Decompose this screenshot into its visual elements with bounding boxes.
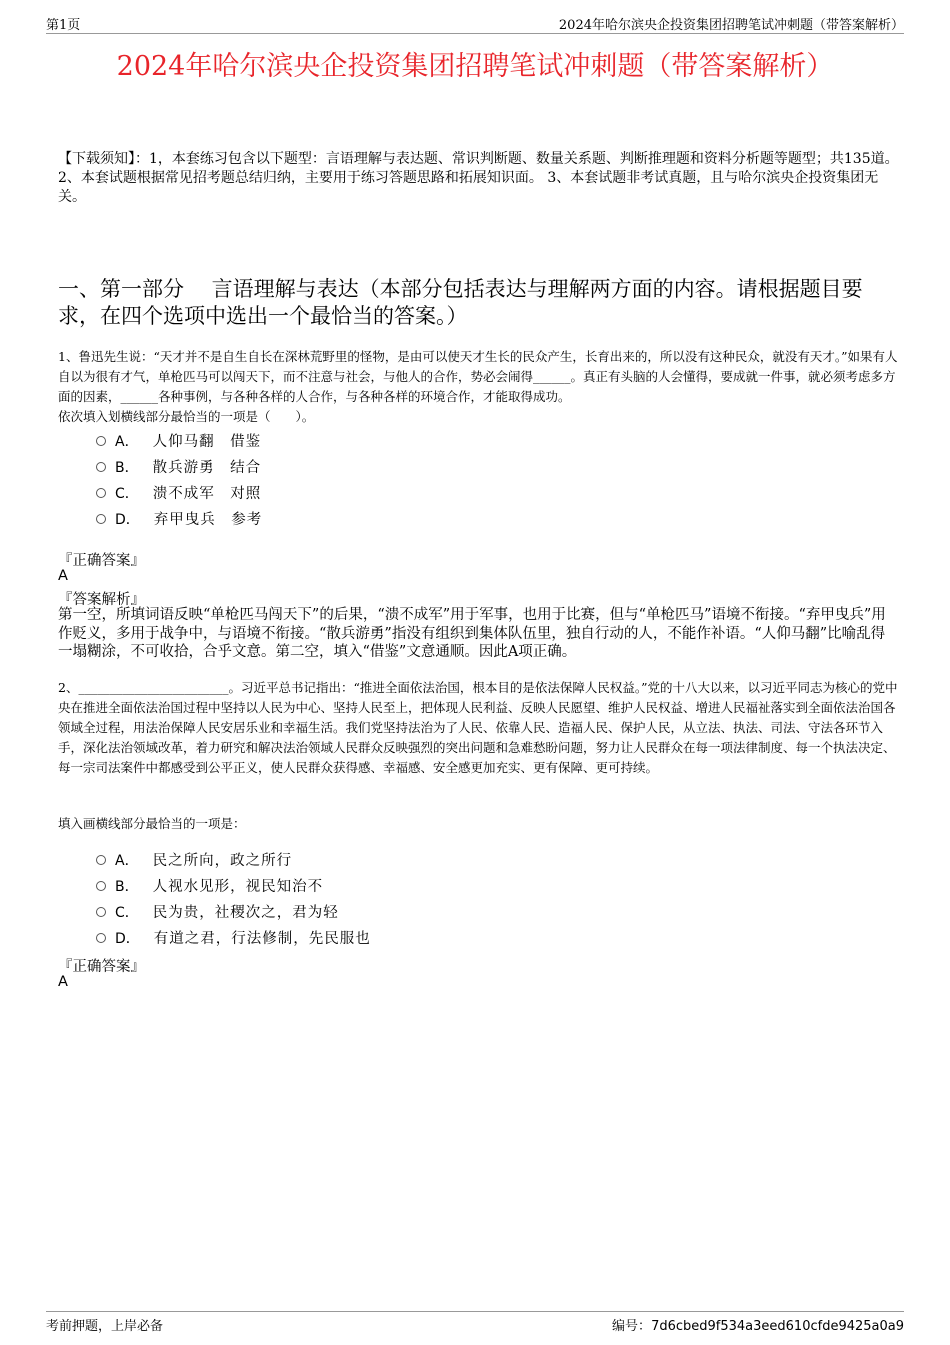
option-d[interactable]: D． 有道之君，行法修制，先民服也 xyxy=(96,927,371,948)
question-1-instruction: 依次填入划横线部分最恰当的一项是（ ）。 xyxy=(58,409,315,424)
footer-code-value: 7d6cbed9f534a3eed610cfde9425a0a9 xyxy=(651,1319,904,1334)
question-1-analysis: 第一空，所填词语反映“单枪匹马闯天下”的后果，“溃不成军”用于军事，也用于比赛，但与“单枪匹马”语境不衔接。“弃甲曳兵”用作贬义，多用于战争中，与语境不衔接。“散兵游勇”指没有组织到集体队伍里，独自行动的人，不能作补语。“人仰马翻”比喻乱得一塌糊涂，不可收拾，合乎文意。第二空，填入“借鉴”文意通顺。因此A项正确。 xyxy=(58,607,886,660)
radio-icon[interactable] xyxy=(96,514,106,524)
option-a[interactable]: A． 人仰马翻 借鉴 xyxy=(96,430,261,451)
question-1-blank-2: ______ xyxy=(120,389,159,404)
option-b[interactable]: B． 人视水见形，视民知治不 xyxy=(96,875,323,896)
question-1-text-b: 。真正有头脑的人会懂得，要成就一件事，就必须考虑多方面的因素， xyxy=(58,369,896,404)
radio-icon[interactable] xyxy=(96,907,106,917)
radio-icon[interactable] xyxy=(96,933,106,943)
radio-icon[interactable] xyxy=(96,462,106,472)
question-2-blank: ________________________ xyxy=(78,680,229,695)
question-2-answer-label: 『正确答案』 xyxy=(58,959,145,975)
question-2-answer: A xyxy=(58,974,68,990)
running-header-title: 2024年哈尔滨央企投资集团招聘笔试冲刺题（带答案解析） xyxy=(558,18,904,33)
question-2-text: 。习近平总书记指出：“推进全面依法治国，根本目的是依法保障人民权益。”党的十八大以来，以习近平同志为核心的党中央在推进全面依法治国过程中坚持以人民为中心、坚持人民至上，把体现人民利益、反映人民愿望、维护人民权益、增进人民福祉落实到全面依法治国各领域全过程，用法治保障人民安居乐业和幸福生活。我们党坚持法治为了人民、依靠人民、造福人民、保护人民，从立法、执法、司法、守法各环节入手，深化法治领域改革，着力研究和解决法治领域人民群众反映强烈的突出问题和急难愁盼问题，努力让人民群众在每一项法律制度、每一个执法决定、每一宗司法案件中都感受到公平正义，使人民群众获得感、幸福感、安全感更加充实、更有保障、更可持续。 xyxy=(58,680,898,775)
radio-icon[interactable] xyxy=(96,881,106,891)
page-number: 第1页 xyxy=(46,18,81,33)
question-2-instruction: 填入画横线部分最恰当的一项是： xyxy=(58,816,246,831)
page-title: 2024年哈尔滨央企投资集团招聘笔试冲刺题（带答案解析） xyxy=(116,51,834,82)
radio-icon[interactable] xyxy=(96,855,106,865)
question-1-text-c: 各种事例，与各种各样的人合作，与各种各样的环境合作，才能取得成功。 xyxy=(158,389,571,404)
radio-icon[interactable] xyxy=(96,436,106,446)
footer-code-label: 编号： xyxy=(612,1319,652,1334)
option-c[interactable]: C． 民为贵，社稷次之，君为轻 xyxy=(96,901,339,922)
option-b[interactable]: B． 散兵游勇 结合 xyxy=(96,456,261,477)
question-1-blank-1: ______ xyxy=(533,369,571,384)
question-1-analysis-label: 『答案解析』 xyxy=(58,592,145,608)
question-1-text-a: 1、鲁迅先生说：“天才并不是自生自长在深林荒野里的怪物，是由可以使天才生长的民众产生，长育出来的，所以没有这种民众，就没有天才。”如果有人自以为很有才气，单枪匹马可以闯天下，而不注意与社会，与他人的合作，势必会闹得 xyxy=(58,349,898,384)
question-1-answer-label: 『正确答案』 xyxy=(58,553,145,569)
option-d[interactable]: D． 弃甲曳兵 参考 xyxy=(96,508,262,529)
option-c[interactable]: C． 溃不成军 对照 xyxy=(96,482,261,503)
footer-slogan: 考前押题，上岸必备 xyxy=(46,1319,164,1334)
question-2-number: 2、 xyxy=(58,680,79,695)
section-heading: 一、第一部分 言语理解与表达（本部分包括表达与理解两方面的内容。请根据题目要求，在四个选项中选出一个最恰当的答案。） xyxy=(58,277,863,328)
question-1-answer: A xyxy=(58,568,68,584)
header-divider xyxy=(46,33,904,34)
footer-document-code xyxy=(612,1315,904,1334)
question-1-stem xyxy=(58,347,902,407)
option-a[interactable]: A． 民之所向，政之所行 xyxy=(96,849,292,870)
footer-divider xyxy=(46,1311,904,1312)
question-2-stem xyxy=(58,678,902,778)
radio-icon[interactable] xyxy=(96,488,106,498)
download-notice: 【下载须知】：1，本套练习包含以下题型：言语理解与表达题、常识判断题、数量关系题、判断推理题和资料分析题等题型；共135道。 2、本套试题根据常见招考题总结归纳，主要用于练习答题思路和拓展知识面。 3、本套试题非考试真题，且与哈尔滨央企投资集团无关。 xyxy=(58,151,899,205)
